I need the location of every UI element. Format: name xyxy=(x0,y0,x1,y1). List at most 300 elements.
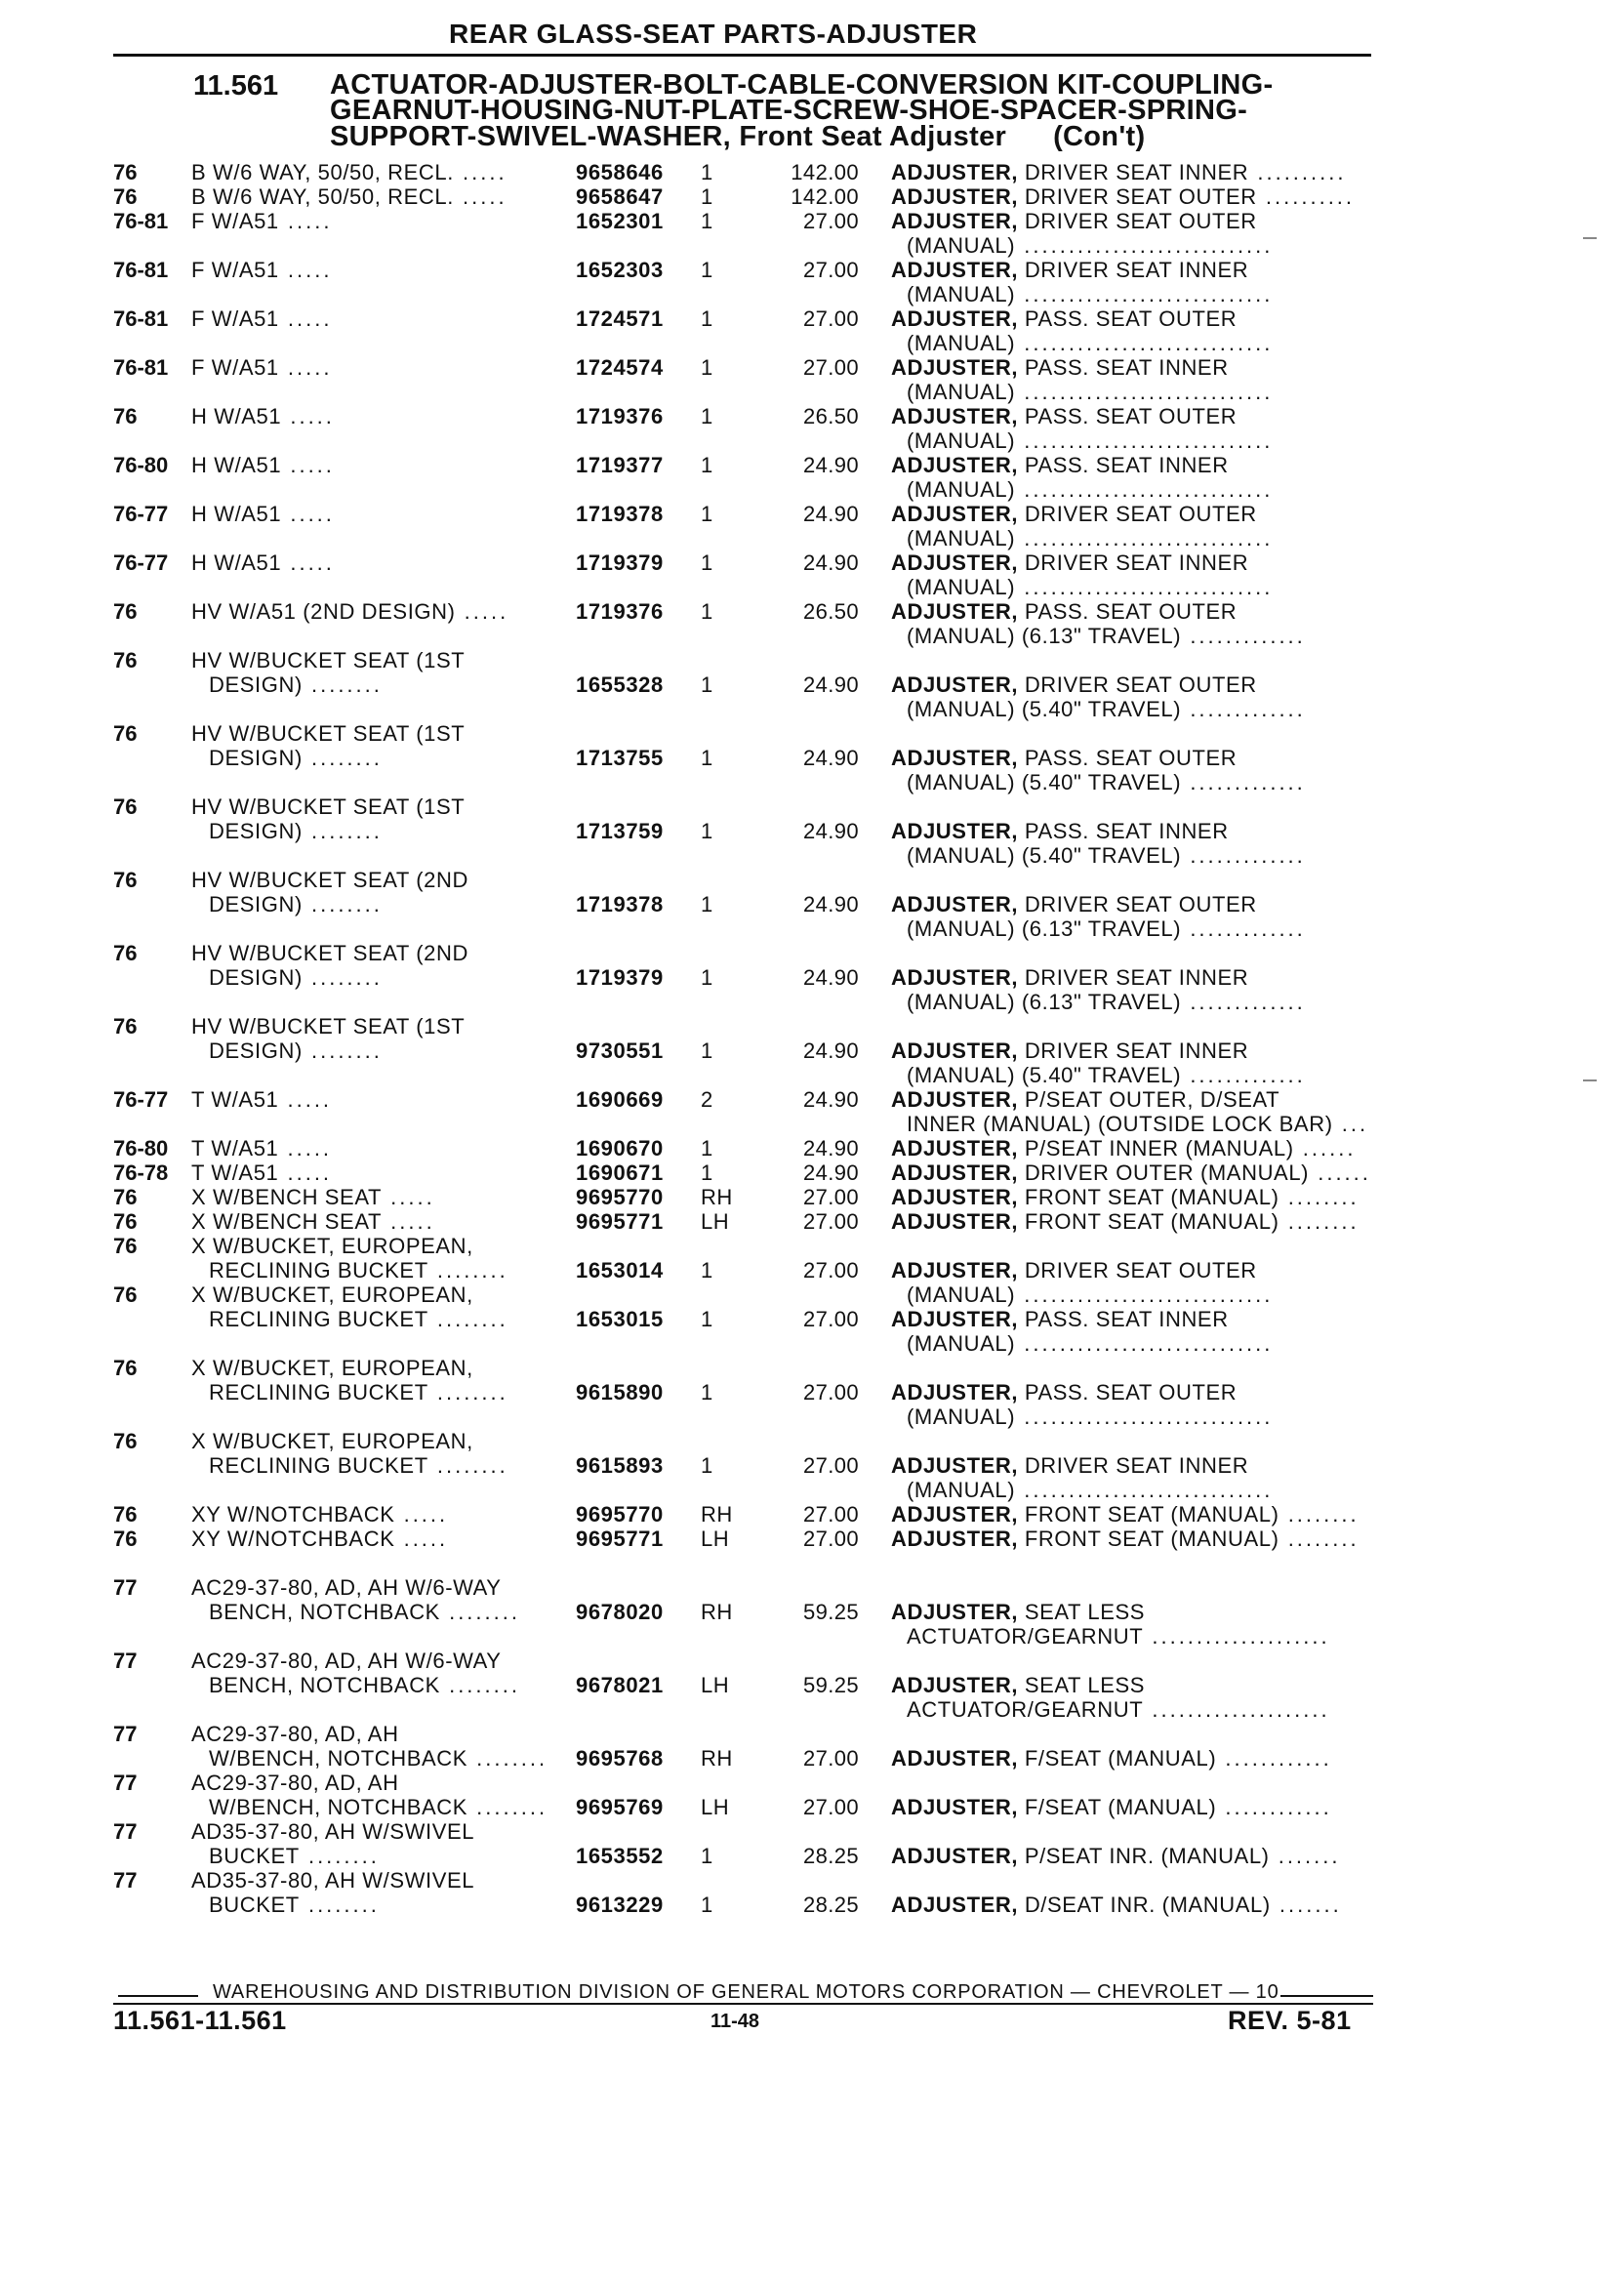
quantity xyxy=(701,355,713,380)
description-cont xyxy=(907,624,1306,648)
description-part-name: ADJUSTER, xyxy=(891,1600,1019,1624)
application-cont xyxy=(209,1746,548,1771)
leader-dots: ........ xyxy=(302,892,383,916)
part-number xyxy=(576,746,664,770)
leader-dots: ... xyxy=(1332,1112,1369,1136)
leader-dots: ........ xyxy=(427,1258,508,1282)
model-year-text: 77 xyxy=(113,1575,138,1600)
part-number-text: 1719379 xyxy=(576,550,664,575)
description xyxy=(891,1795,1332,1819)
description xyxy=(891,306,1237,331)
section-title-text: SUPPORT-SWIVEL-WASHER, Front Seat Adjuster xyxy=(330,121,1007,152)
quantity xyxy=(701,306,713,331)
application xyxy=(191,721,465,746)
description-text: FRONT SEAT (MANUAL) xyxy=(1024,1527,1279,1551)
application-cont xyxy=(209,1307,508,1331)
leader-dots: ............. xyxy=(1181,697,1306,721)
part-number-text: 1724571 xyxy=(576,306,664,331)
description-text: DRIVER SEAT INNER xyxy=(1024,965,1249,990)
model-year xyxy=(113,160,137,184)
model-year xyxy=(113,1209,137,1234)
model-year xyxy=(113,550,168,575)
price-text: 24.90 xyxy=(802,892,859,916)
description-cont-text: (MANUAL) xyxy=(907,1405,1016,1429)
description-text: DRIVER SEAT INNER xyxy=(1024,1453,1249,1478)
description-text: PASS. SEAT INNER xyxy=(1024,453,1229,477)
leader-dots: ..... xyxy=(394,1527,449,1551)
description-text: P/SEAT INNER (MANUAL) xyxy=(1024,1136,1294,1160)
model-year xyxy=(113,1429,137,1453)
quantity-text: 1 xyxy=(701,209,713,233)
description xyxy=(891,892,1257,916)
application-cont-text: W/BENCH, NOTCHBACK xyxy=(209,1795,468,1819)
application-cont-text: BUCKET xyxy=(209,1893,300,1917)
description-cont-text: (MANUAL) (6.13" TRAVEL) xyxy=(907,990,1182,1014)
model-year-text: 76 xyxy=(113,184,138,209)
price xyxy=(757,453,859,477)
model-year xyxy=(113,1160,168,1185)
description-part-name: ADJUSTER, xyxy=(891,1893,1019,1917)
model-year xyxy=(113,1502,137,1527)
quantity xyxy=(701,160,713,184)
model-year xyxy=(113,209,168,233)
part-number xyxy=(576,1795,664,1819)
margin-mark xyxy=(1583,1079,1597,1081)
price-text: 24.90 xyxy=(802,819,859,843)
application-text: T W/A51 xyxy=(191,1136,279,1160)
application xyxy=(191,160,508,184)
leader-dots: ........ xyxy=(1279,1185,1360,1209)
title-rule xyxy=(113,54,1371,57)
description-cont xyxy=(907,282,1273,306)
leader-dots: ............ xyxy=(1216,1746,1332,1771)
description xyxy=(891,1527,1360,1551)
model-year-text: 76 xyxy=(113,1234,138,1258)
quantity xyxy=(701,599,713,624)
price-text: 27.00 xyxy=(802,1527,859,1551)
application xyxy=(191,599,508,624)
description-part-name: ADJUSTER, xyxy=(891,1844,1019,1868)
description-part-name: ADJUSTER, xyxy=(891,1258,1019,1282)
description-part-name: ADJUSTER, xyxy=(891,404,1019,428)
part-number xyxy=(576,892,664,916)
quantity xyxy=(701,1038,713,1063)
application-text: HV W/BUCKET SEAT (2ND xyxy=(191,868,468,892)
leader-dots: ........ xyxy=(427,1307,508,1331)
quantity xyxy=(701,1209,729,1234)
price xyxy=(757,160,859,184)
quantity-text: RH xyxy=(701,1600,733,1624)
part-number xyxy=(576,965,664,990)
description xyxy=(891,672,1257,697)
part-number-text: 1655328 xyxy=(576,672,664,697)
application xyxy=(191,1649,502,1673)
leader-dots: .......... xyxy=(1248,160,1347,184)
leader-dots: ........ xyxy=(302,819,383,843)
description xyxy=(891,355,1229,380)
model-year xyxy=(113,868,137,892)
description-text: PASS. SEAT OUTER xyxy=(1024,404,1238,428)
application xyxy=(191,1087,332,1112)
description xyxy=(891,550,1248,575)
description xyxy=(891,1600,1145,1624)
description-part-name: ADJUSTER, xyxy=(891,1502,1019,1527)
description xyxy=(891,1746,1332,1771)
quantity-text: 1 xyxy=(701,502,713,526)
leader-dots: ............ xyxy=(1216,1795,1332,1819)
part-number xyxy=(576,160,664,184)
description-cont-text: (MANUAL) xyxy=(907,575,1016,599)
description-part-name: ADJUSTER, xyxy=(891,1307,1019,1331)
description-text: DRIVER SEAT OUTER xyxy=(1024,502,1257,526)
model-year-text: 76-80 xyxy=(113,453,169,477)
part-number xyxy=(576,1160,664,1185)
description-text: DRIVER SEAT INNER xyxy=(1024,258,1249,282)
application xyxy=(191,453,335,477)
description-cont-text: ACTUATOR/GEARNUT xyxy=(907,1697,1144,1722)
model-year-text: 76 xyxy=(113,1209,138,1234)
description xyxy=(891,258,1248,282)
description-cont-text: (MANUAL) xyxy=(907,428,1016,453)
part-number-text: 9658646 xyxy=(576,160,664,184)
description-text: FRONT SEAT (MANUAL) xyxy=(1024,1185,1279,1209)
description-part-name: ADJUSTER, xyxy=(891,599,1019,624)
part-number xyxy=(576,1136,664,1160)
price-text: 27.00 xyxy=(802,209,859,233)
model-year xyxy=(113,1234,137,1258)
quantity-text: 1 xyxy=(701,550,713,575)
description-cont-text: (MANUAL) xyxy=(907,1331,1016,1356)
price-text: 27.00 xyxy=(802,1380,859,1405)
quantity xyxy=(701,746,713,770)
description-text: SEAT LESS xyxy=(1024,1673,1146,1697)
quantity xyxy=(701,1844,713,1868)
model-year-text: 76 xyxy=(113,1502,138,1527)
application-cont-text: DESIGN) xyxy=(209,746,303,770)
description-text: DRIVER SEAT OUTER xyxy=(1024,184,1257,209)
description xyxy=(891,453,1229,477)
description xyxy=(891,1160,1371,1185)
application-cont-text: DESIGN) xyxy=(209,819,303,843)
price xyxy=(757,1087,859,1112)
model-year xyxy=(113,1819,137,1844)
description-text: DRIVER SEAT INNER xyxy=(1024,550,1249,575)
price xyxy=(757,1502,859,1527)
part-number xyxy=(576,355,664,380)
price-text: 142.00 xyxy=(791,160,859,184)
part-number-text: 9730551 xyxy=(576,1038,664,1063)
leader-dots: .......... xyxy=(1256,184,1356,209)
part-number-text: 1652303 xyxy=(576,258,664,282)
price-text: 27.00 xyxy=(802,306,859,331)
price xyxy=(757,1185,859,1209)
description-part-name: ADJUSTER, xyxy=(891,160,1019,184)
leader-dots: ............. xyxy=(1181,770,1306,794)
description-text: DRIVER SEAT OUTER xyxy=(1024,892,1257,916)
model-year xyxy=(113,721,137,746)
model-year xyxy=(113,1649,137,1673)
price xyxy=(757,258,859,282)
model-year-text: 76-81 xyxy=(113,258,169,282)
application-text: HV W/BUCKET SEAT (1ST xyxy=(191,794,466,819)
quantity-text: 1 xyxy=(701,1380,713,1405)
model-year xyxy=(113,306,168,331)
model-year xyxy=(113,184,137,209)
model-year xyxy=(113,1282,137,1307)
description-part-name: ADJUSTER, xyxy=(891,550,1019,575)
description-cont xyxy=(907,1063,1306,1087)
application-text: X W/BUCKET, EUROPEAN, xyxy=(191,1234,473,1258)
quantity-text: 1 xyxy=(701,160,713,184)
leader-dots: ...... xyxy=(1309,1160,1371,1185)
application-text: HV W/A51 (2ND DESIGN) xyxy=(191,599,456,624)
description-part-name: ADJUSTER, xyxy=(891,746,1019,770)
leader-dots: ..... xyxy=(278,1087,333,1112)
description xyxy=(891,965,1248,990)
leader-dots: ............. xyxy=(1181,843,1306,868)
description xyxy=(891,1673,1145,1697)
part-number-text: 1652301 xyxy=(576,209,664,233)
quantity-text: 2 xyxy=(701,1087,713,1112)
application-cont xyxy=(209,1844,380,1868)
leader-dots: ........ xyxy=(1279,1209,1360,1234)
description-cont xyxy=(907,916,1306,941)
quantity-text: 1 xyxy=(701,453,713,477)
leader-dots: ........ xyxy=(427,1453,508,1478)
leader-dots: ........ xyxy=(439,1600,520,1624)
leader-dots: ............. xyxy=(1181,624,1306,648)
part-number xyxy=(576,599,664,624)
section-title-line2: GEARNUT-HOUSING-NUT-PLATE-SCREW-SHOE-SPACER-SPRING- xyxy=(330,95,1248,126)
application-cont-text: RECLINING BUCKET xyxy=(209,1380,428,1405)
model-year-text: 76 xyxy=(113,1356,138,1380)
part-number-text: 1724574 xyxy=(576,355,664,380)
price-text: 27.00 xyxy=(802,1795,859,1819)
part-number xyxy=(576,1087,664,1112)
description-cont xyxy=(907,990,1306,1014)
application-text: B W/6 WAY, 50/50, RECL. xyxy=(191,160,454,184)
quantity-text: 1 xyxy=(701,672,713,697)
model-year xyxy=(113,1722,137,1746)
model-year-text: 76 xyxy=(113,868,138,892)
application xyxy=(191,184,508,209)
quantity xyxy=(701,892,713,916)
quantity xyxy=(701,1673,729,1697)
description xyxy=(891,1893,1342,1917)
leader-dots: ........ xyxy=(439,1673,520,1697)
price-text: 27.00 xyxy=(802,1209,859,1234)
part-number-text: 9678021 xyxy=(576,1673,664,1697)
model-year-text: 76 xyxy=(113,1282,138,1307)
application-cont xyxy=(209,1258,508,1282)
description-text: F/SEAT (MANUAL) xyxy=(1024,1746,1217,1771)
description-part-name: ADJUSTER, xyxy=(891,453,1019,477)
price xyxy=(757,355,859,380)
application-text: AD35-37-80, AH W/SWIVEL xyxy=(191,1868,475,1893)
quantity-text: RH xyxy=(701,1502,733,1527)
application xyxy=(191,1429,473,1453)
application-text: F W/A51 xyxy=(191,306,279,331)
model-year-text: 76 xyxy=(113,1185,138,1209)
price xyxy=(757,1380,859,1405)
quantity-text: LH xyxy=(701,1209,730,1234)
leader-dots: ............. xyxy=(1181,990,1306,1014)
part-number xyxy=(576,453,664,477)
application xyxy=(191,1136,332,1160)
model-year-text: 76 xyxy=(113,1014,138,1038)
application xyxy=(191,1356,473,1380)
quantity xyxy=(701,404,713,428)
part-number-text: 9678020 xyxy=(576,1600,664,1624)
leader-dots: ............................ xyxy=(1015,1405,1274,1429)
leader-dots: ............................ xyxy=(1015,1478,1274,1502)
leader-dots: ....... xyxy=(1269,1844,1341,1868)
price xyxy=(757,965,859,990)
application-cont xyxy=(209,892,383,916)
quantity-text: 1 xyxy=(701,599,713,624)
quantity xyxy=(701,1087,713,1112)
leader-dots: ............................ xyxy=(1015,428,1274,453)
quantity xyxy=(701,1307,713,1331)
price xyxy=(757,209,859,233)
price xyxy=(757,599,859,624)
description xyxy=(891,599,1237,624)
part-number xyxy=(576,184,664,209)
application xyxy=(191,258,332,282)
model-year xyxy=(113,258,168,282)
model-year xyxy=(113,1868,137,1893)
application xyxy=(191,1502,448,1527)
application-text: F W/A51 xyxy=(191,258,279,282)
model-year xyxy=(113,1014,137,1038)
description-part-name: ADJUSTER, xyxy=(891,1746,1019,1771)
leader-dots: ........ xyxy=(467,1746,548,1771)
description-cont-text: (MANUAL) (5.40" TRAVEL) xyxy=(907,1063,1182,1087)
quantity xyxy=(701,1600,733,1624)
description xyxy=(891,404,1237,428)
description xyxy=(891,1844,1341,1868)
application-cont xyxy=(209,1673,520,1697)
part-number-text: 9615890 xyxy=(576,1380,664,1405)
description-cont xyxy=(907,1624,1330,1649)
description-part-name: ADJUSTER, xyxy=(891,306,1019,331)
model-year-text: 77 xyxy=(113,1771,138,1795)
price xyxy=(757,306,859,331)
model-year-text: 77 xyxy=(113,1819,138,1844)
price-text: 59.25 xyxy=(802,1600,859,1624)
price-text: 27.00 xyxy=(802,258,859,282)
leader-dots: .................... xyxy=(1143,1624,1330,1649)
part-number-text: 9695770 xyxy=(576,1502,664,1527)
part-number-text: 9695769 xyxy=(576,1795,664,1819)
model-year xyxy=(113,1771,137,1795)
description-part-name: ADJUSTER, xyxy=(891,1038,1019,1063)
description-part-name: ADJUSTER, xyxy=(891,1209,1019,1234)
part-number-text: 1719378 xyxy=(576,502,664,526)
page-title: REAR GLASS-SEAT PARTS-ADJUSTER xyxy=(449,19,978,49)
description-part-name: ADJUSTER, xyxy=(891,819,1019,843)
part-number-text: 1653014 xyxy=(576,1258,664,1282)
price xyxy=(757,746,859,770)
model-year xyxy=(113,599,137,624)
footer-page-number: 11-48 xyxy=(710,2011,760,2032)
part-number xyxy=(576,1893,664,1917)
part-number-text: 9615893 xyxy=(576,1453,664,1478)
quantity xyxy=(701,1795,729,1819)
description-cont xyxy=(907,1112,1368,1136)
model-year xyxy=(113,1087,168,1112)
price-text: 142.00 xyxy=(791,184,859,209)
price-text: 24.90 xyxy=(802,453,859,477)
application xyxy=(191,502,335,526)
application-text: AC29-37-80, AD, AH xyxy=(191,1771,399,1795)
application-cont xyxy=(209,672,383,697)
application-text: HV W/BUCKET SEAT (1ST xyxy=(191,721,466,746)
price-text: 24.90 xyxy=(802,550,859,575)
quantity-text: 1 xyxy=(701,1038,713,1063)
description-text: DRIVER OUTER (MANUAL) xyxy=(1024,1160,1310,1185)
part-number-text: 1713755 xyxy=(576,746,664,770)
part-number xyxy=(576,1380,664,1405)
leader-dots: ........ xyxy=(427,1380,508,1405)
description-part-name: ADJUSTER, xyxy=(891,1136,1019,1160)
leader-dots: ............................ xyxy=(1015,331,1274,355)
part-number xyxy=(576,672,664,697)
application xyxy=(191,1868,474,1893)
price-text: 24.90 xyxy=(802,672,859,697)
description-text: PASS. SEAT OUTER xyxy=(1024,746,1238,770)
quantity-text: 1 xyxy=(701,404,713,428)
application-cont xyxy=(209,965,383,990)
part-number xyxy=(576,1258,664,1282)
quantity-text: 1 xyxy=(701,355,713,380)
application-cont xyxy=(209,746,383,770)
application xyxy=(191,648,465,672)
model-year xyxy=(113,1136,168,1160)
leader-dots: ............. xyxy=(1181,1063,1306,1087)
description-cont-text: (MANUAL) xyxy=(907,233,1016,258)
description-part-name: ADJUSTER, xyxy=(891,184,1019,209)
application-text: B W/6 WAY, 50/50, RECL. xyxy=(191,184,454,209)
margin-mark xyxy=(1583,237,1597,239)
part-number xyxy=(576,550,664,575)
model-year-text: 77 xyxy=(113,1722,138,1746)
part-number-text: 1719378 xyxy=(576,892,664,916)
model-year-text: 76 xyxy=(113,404,138,428)
description-text: PASS. SEAT INNER xyxy=(1024,1307,1229,1331)
description-text: PASS. SEAT OUTER xyxy=(1024,306,1238,331)
application-cont-text: BUCKET xyxy=(209,1844,300,1868)
model-year-text: 76-77 xyxy=(113,502,169,526)
application-cont-text: BENCH, NOTCHBACK xyxy=(209,1673,440,1697)
description-cont xyxy=(907,1405,1273,1429)
application-cont xyxy=(209,1893,380,1917)
description-text: DRIVER SEAT INNER xyxy=(1024,1038,1249,1063)
description xyxy=(891,746,1237,770)
quantity-text: LH xyxy=(701,1795,730,1819)
quantity xyxy=(701,550,713,575)
model-year-text: 76-81 xyxy=(113,355,169,380)
model-year-text: 76-77 xyxy=(113,1087,169,1112)
description-text: PASS. SEAT OUTER xyxy=(1024,599,1238,624)
leader-dots: ..... xyxy=(278,1160,333,1185)
leader-dots: ............................ xyxy=(1015,1331,1274,1356)
application-cont-text: W/BENCH, NOTCHBACK xyxy=(209,1746,468,1771)
quantity-text: 1 xyxy=(701,258,713,282)
quantity xyxy=(701,1746,733,1771)
application xyxy=(191,1771,399,1795)
description-cont xyxy=(907,331,1273,355)
